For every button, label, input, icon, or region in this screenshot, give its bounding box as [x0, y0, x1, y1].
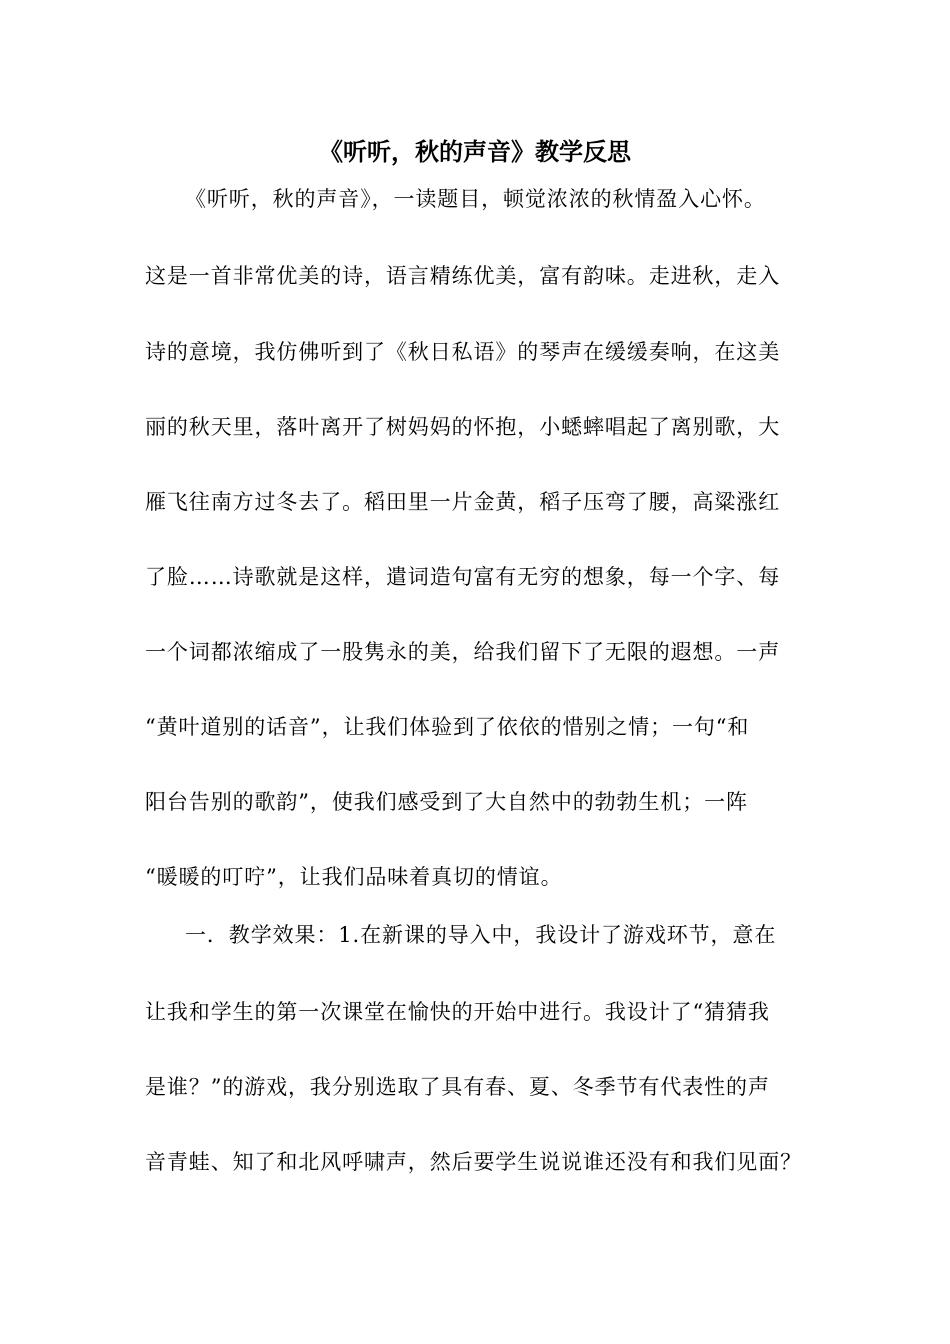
paragraph-line: 这是一首非常优美的诗，语言精练优美，富有韵味。走进秋，走入 — [145, 264, 781, 288]
paragraph-line: 是谁？”的游戏，我分别选取了具有春、夏、冬季节有代表性的声 — [145, 1075, 770, 1099]
paragraph-line: 诗的意境，我仿佛听到了《秋日私语》的琴声在缓缓奏响，在这美 — [145, 340, 781, 364]
paragraph-line: 阳台告别的歌韵”，使我们感受到了大自然中的勃勃生机；一阵 — [145, 790, 748, 814]
paragraph-line: 一个词都浓缩成了一股隽永的美，给我们留下了无限的遐想。一声 — [145, 640, 781, 664]
paragraph-line: “黄叶道别的话音”，让我们体验到了依依的惜别之情；一句“和 — [145, 715, 750, 739]
paragraph-line: 《听听，秋的声音》，一读题目，顿觉浓浓的秋情盈入心怀。 — [185, 187, 766, 211]
paragraph-line: 雁飞往南方过冬去了。稻田里一片金黄，稻子压弯了腰，高粱涨红 — [145, 490, 781, 514]
paragraph-line: 一．教学效果：1.在新课的导入中，我设计了游戏环节，意在 — [185, 923, 777, 947]
paragraph-line: 音青蛙、知了和北风呼啸声，然后要学生说说谁还没有和我们见面？ — [145, 1150, 802, 1174]
paragraph-line: 了脸……诗歌就是这样，遣词造句富有无穷的想象，每一个字、每 — [145, 565, 781, 589]
paragraph-line: 让我和学生的第一次课堂在愉快的开始中进行。我设计了“猜猜我 — [145, 1000, 770, 1024]
paragraph-line: “暖暖的叮咛”，让我们品味着真切的情谊。 — [145, 865, 563, 889]
paragraph-line: 丽的秋天里，落叶离开了树妈妈的怀抱，小蟋蟀唱起了离别歌，大 — [145, 415, 781, 439]
document-title: 《听听，秋的声音》教学反思 — [319, 137, 631, 166]
